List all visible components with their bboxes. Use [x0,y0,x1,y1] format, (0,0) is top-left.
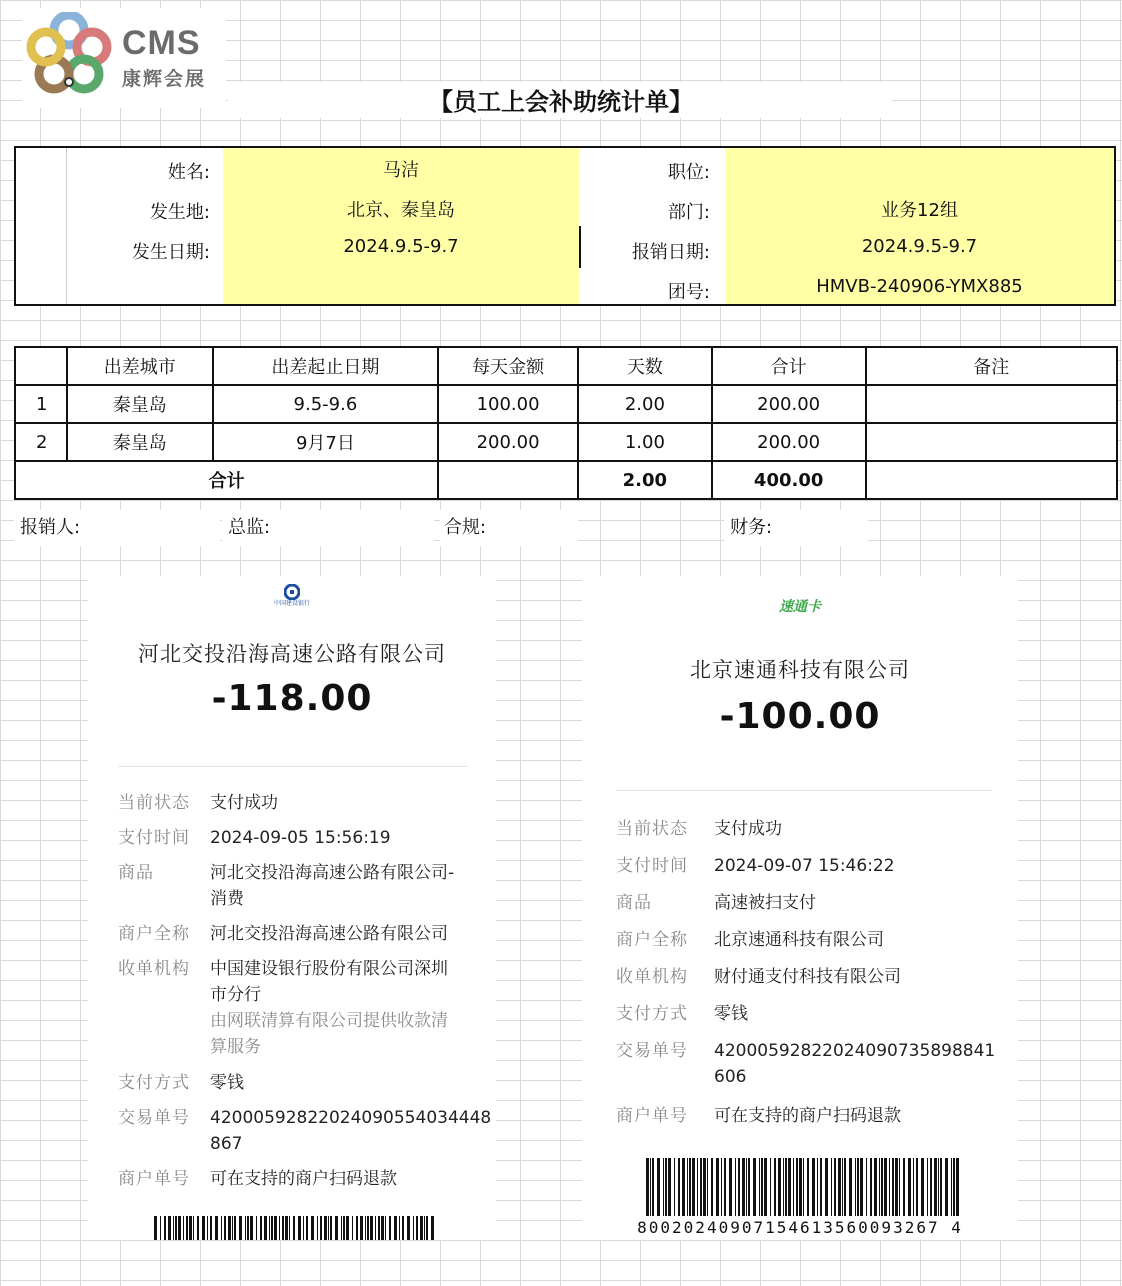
goods-value-cont: 消费 [210,889,244,909]
barcode-bar [303,1216,304,1240]
barcode-bar [844,1158,846,1216]
txn-key: 交易单号 [616,1041,688,1061]
barcode-bar [913,1158,914,1216]
txn-value: 42000592822024090735898841 [714,1041,996,1061]
barcode-bar [927,1158,928,1216]
status-key: 当前状态 [118,793,190,813]
barcode-bar [903,1158,905,1216]
date-label: 发生日期: [131,242,210,263]
barcode-bar [215,1216,218,1240]
barcode-bar [674,1158,675,1216]
barcode-bar [298,1216,301,1240]
table-cell [866,385,1117,423]
barcode-bar [407,1216,410,1240]
pay-method-value: 零钱 [714,1004,748,1024]
time-key: 支付时间 [616,856,688,876]
txn-value-cont: 867 [210,1134,243,1154]
barcode-bar [855,1158,856,1216]
date-value: 2024.9.5-9.7 [343,236,459,257]
barcode-bar [738,1158,740,1216]
table-cell: 秦皇岛 [67,423,213,461]
barcode-bar [394,1216,397,1240]
barcode-bar [413,1216,414,1240]
barcode-bar [838,1158,841,1216]
barcode-bar [652,1158,654,1216]
barcode-bar [399,1216,400,1240]
barcode-bar [650,1158,651,1216]
acquirer-note: 由网联清算有限公司提供收款清 [210,1011,448,1031]
merchant-no-value: 可在支持的商户扫码退款 [210,1169,397,1189]
receipt-ccb [88,576,496,1240]
barcode-bar [370,1216,373,1240]
barcode-bar [934,1158,937,1216]
goods-value: 高速被扫支付 [714,893,816,913]
table-header: 出差城市 [67,347,213,385]
barcode-bar [874,1158,877,1216]
barcode-bar [367,1216,369,1240]
pay-method-key: 支付方式 [616,1004,688,1024]
barcode-bar [866,1158,867,1216]
table-header: 出差起止日期 [213,347,439,385]
barcode-bar [320,1216,322,1240]
table-cell: 2 [15,423,67,461]
barcode-bar [173,1216,174,1240]
barcode-bar [260,1216,262,1240]
barcode-bar [793,1158,794,1216]
barcode-bar [742,1158,745,1216]
barcode-bar [378,1216,380,1240]
barcode-bar [956,1158,959,1216]
barcode-bar [729,1158,732,1216]
barcode-bar [761,1158,763,1216]
barcode-bar [879,1158,880,1216]
barcode-bar [668,1158,671,1216]
receipt1-company: 河北交投沿海高速公路有限公司 [138,642,446,666]
barcode-bar [657,1158,660,1216]
barcode-bar [385,1216,386,1240]
barcode-bar [189,1216,192,1240]
barcode-bar [356,1216,358,1240]
barcode-bar [716,1158,719,1216]
barcode-bar [834,1158,836,1216]
receipt1-barcode [154,1216,434,1240]
barcode-bar [796,1158,798,1216]
barcode-bar [424,1216,425,1240]
barcode-bar [269,1216,270,1240]
barcode-bar [759,1158,760,1216]
barcode-bar [328,1216,329,1240]
barcode-bar [365,1216,366,1240]
total-amount: 400.00 [712,461,866,499]
barcode-bar [420,1216,423,1240]
acquirer-value-cont: 市分行 [210,985,261,1005]
barcode-bar [908,1158,911,1216]
table-cell: 1 [15,385,67,423]
barcode-bar [271,1216,273,1240]
time-value: 2024-09-05 15:56:19 [210,828,391,848]
barcode-bar [938,1158,939,1216]
barcode-number: 80020240907154613560093267 4 [637,1218,963,1237]
barcode-bar [210,1216,212,1240]
barcode-bar [764,1158,767,1216]
barcode-bar [748,1158,750,1216]
barcode-bar [812,1158,815,1216]
barcode-bar [264,1216,267,1240]
merchant-key: 商户全称 [616,930,688,950]
barcode-bar [221,1216,222,1240]
barcode-bar [293,1216,295,1240]
group-value: HMVB-240906-YMX885 [816,276,1023,297]
page-title: 【员工上会补助统计单】 [429,88,693,116]
acquirer-value: 中国建设银行股份有限公司深圳 [210,959,448,979]
barcode-bar [820,1158,822,1216]
barcode-bar [678,1158,680,1216]
merchant-no-key: 商户单号 [118,1169,190,1189]
barcode-bar [228,1216,231,1240]
barcode-bar [250,1216,253,1240]
barcode-bar [375,1216,376,1240]
barcode-bar [335,1216,338,1240]
total-days: 2.00 [578,461,712,499]
group-label: 团号: [667,282,710,303]
barcode-bar [721,1158,722,1216]
barcode-bar [239,1216,242,1240]
status-key: 当前状态 [616,819,688,839]
barcode-bar [352,1216,353,1240]
barcode-bar [389,1216,391,1240]
barcode-bar [285,1216,288,1240]
barcode-bar [892,1158,894,1216]
sutong-brand: 速通卡 [779,599,821,615]
dept-label: 部门: [667,202,710,223]
receipt2-company: 北京速通科技有限公司 [690,658,910,682]
barcode-bar [330,1216,332,1240]
barcode-bar [282,1216,284,1240]
barcode-bar [953,1158,955,1216]
barcode-bar [346,1216,349,1240]
position-label: 职位: [667,162,710,183]
receipt2-amount: -100.00 [719,696,881,737]
barcode-bar [431,1216,434,1240]
barcode-bar [889,1158,890,1216]
barcode-bar [735,1158,736,1216]
barcode-bar [803,1158,804,1216]
pay-method-key: 支付方式 [118,1073,190,1093]
barcode-bar [426,1216,428,1240]
table-cell: 9.5-9.6 [213,385,439,423]
place-value: 北京、秦皇岛 [347,200,455,221]
place-label: 发生地: [149,202,210,223]
barcode-bar [951,1158,952,1216]
barcode-bar [746,1158,747,1216]
table-cell [866,423,1117,461]
barcode-bar [788,1158,791,1216]
barcode-bar [817,1158,818,1216]
barcode-bar [279,1216,280,1240]
merchant-key: 商户全称 [118,924,190,944]
barcode-bar [842,1158,843,1216]
barcode-bar [186,1216,188,1240]
barcode-bar [884,1158,887,1216]
table-cell: 200.00 [712,423,866,461]
receipt2-barcode [646,1158,962,1216]
barcode-bar [770,1158,771,1216]
receipt1-amount: -118.00 [211,678,373,719]
barcode-bar [921,1158,924,1216]
barcode-bar [306,1216,308,1240]
merchant-value: 北京速通科技有限公司 [714,930,884,950]
barcode-bar [224,1216,226,1240]
reimb-date-label: 报销日期: [631,242,710,263]
barcode-bar [341,1216,342,1240]
barcode-bar [168,1216,171,1240]
goods-key: 商品 [118,863,154,883]
table-header-row [15,347,1117,385]
barcode-bar [849,1158,852,1216]
barcode-bar [256,1216,257,1240]
barcode-bar [234,1216,236,1240]
barcode-bar [940,1158,942,1216]
txn-value-cont: 606 [714,1067,747,1087]
name-value: 马洁 [383,160,419,181]
barcode-bar [178,1216,181,1240]
barcode-bar [700,1158,702,1216]
barcode-bar [646,1158,649,1216]
barcode-bar [160,1216,161,1240]
finance-signature: 财务: [724,510,868,546]
goods-value: 河北交投沿海高速公路有限公司- [210,863,455,883]
barcode-bar [703,1158,706,1216]
barcode-bar [753,1158,756,1216]
barcode-bar [857,1158,859,1216]
table-cell: 200.00 [438,423,578,461]
barcode-bar [360,1216,363,1240]
barcode-bar [324,1216,327,1240]
table-cell: 100.00 [438,385,578,423]
barcode-bar [692,1158,695,1216]
reimb-date-value: 2024.9.5-9.7 [861,236,978,257]
barcode-bar [945,1158,948,1216]
table-header: 备注 [866,347,1117,385]
barcode-bar [274,1216,277,1240]
barcode-bar [831,1158,832,1216]
barcode-bar [799,1158,802,1216]
barcode-bar [663,1158,664,1216]
time-value: 2024-09-07 15:46:22 [714,856,895,876]
barcode-bar [825,1158,828,1216]
time-key: 支付时间 [118,828,190,848]
barcode-bar [245,1216,246,1240]
barcode-bar [317,1216,318,1240]
barcode-bar [232,1216,233,1240]
barcode-bar [665,1158,667,1216]
barcode-bar [183,1216,184,1240]
receipt2-details [616,816,1016,1146]
barcode-bar [207,1216,208,1240]
barcode-bar [381,1216,384,1240]
director-signature: 总监: [222,510,434,546]
pay-method-value: 零钱 [210,1073,244,1093]
status-value: 支付成功 [210,793,278,813]
barcode-bar [247,1216,249,1240]
info-box [14,146,1116,306]
table-header: 每天金额 [438,347,578,385]
merchant-no-value: 可在支持的商户扫码退款 [714,1106,901,1126]
receipt-sutong [582,576,1018,1240]
barcode-bar [895,1158,898,1216]
goods-key: 商品 [616,893,652,913]
barcode-bar [289,1216,290,1240]
name-label: 姓名: [167,162,210,183]
barcode-bar [402,1216,404,1240]
table-row [15,385,1117,423]
table-cell: 200.00 [712,385,866,423]
acquirer-note-cont: 算服务 [210,1037,261,1057]
acquirer-value: 财付通支付科技有限公司 [714,967,901,987]
barcode-bar [164,1216,166,1240]
barcode-bar [881,1158,883,1216]
barcode-bar [689,1158,691,1216]
merchant-value: 河北交投沿海高速公路有限公司 [210,924,448,944]
barcode-bar [807,1158,809,1216]
barcode-bar [311,1216,314,1240]
logo-subtitle: 康辉会展 [122,68,207,90]
barcode-bar [930,1158,932,1216]
dept-value: 业务12组 [881,200,958,221]
txn-value: 42000592822024090554034448 [210,1108,492,1128]
barcode-bar [197,1216,199,1240]
barcode-bar [697,1158,698,1216]
acquirer-key: 收单机构 [118,959,190,979]
barcode-bar [785,1158,787,1216]
table-header: 天数 [578,347,712,385]
barcode-bar [687,1158,688,1216]
txn-key: 交易单号 [118,1108,190,1128]
barcode-bar [711,1158,713,1216]
barcode-bar [916,1158,918,1216]
barcode-bar [870,1158,872,1216]
table-header [15,347,67,385]
barcode-bar [175,1216,177,1240]
bank-logo-text: 中国建设银行 [273,600,310,607]
barcode-bar [899,1158,900,1216]
barcode-bar [343,1216,345,1240]
acquirer-key: 收单机构 [616,967,688,987]
barcode-bar [783,1158,784,1216]
applicant-signature: 报销人: [14,510,220,546]
merchant-no-key: 商户单号 [616,1106,688,1126]
barcode-bar [774,1158,776,1216]
barcode-bar [724,1158,726,1216]
barcode-bar [416,1216,418,1240]
barcode-bar [707,1158,708,1216]
barcode-bar [193,1216,194,1240]
barcode-bar [202,1216,205,1240]
table-header: 合计 [712,347,866,385]
detail-table [14,346,1118,500]
compliance-signature: 合规: [440,510,578,546]
table-cell: 2.00 [578,385,712,423]
table-cell: 9月7日 [213,423,439,461]
table-cell: 秦皇岛 [67,385,213,423]
receipt1-details [118,790,492,1210]
table-row [15,423,1117,461]
barcode-bar [778,1158,781,1216]
logo-brand: CMS [122,24,201,62]
status-value: 支付成功 [714,819,782,839]
barcode-bar [154,1216,157,1240]
barcode-bar [682,1158,685,1216]
total-label: 合计 [15,461,438,499]
table-total-row [15,461,1117,499]
table-cell: 1.00 [578,423,712,461]
barcode-bar [860,1158,863,1216]
